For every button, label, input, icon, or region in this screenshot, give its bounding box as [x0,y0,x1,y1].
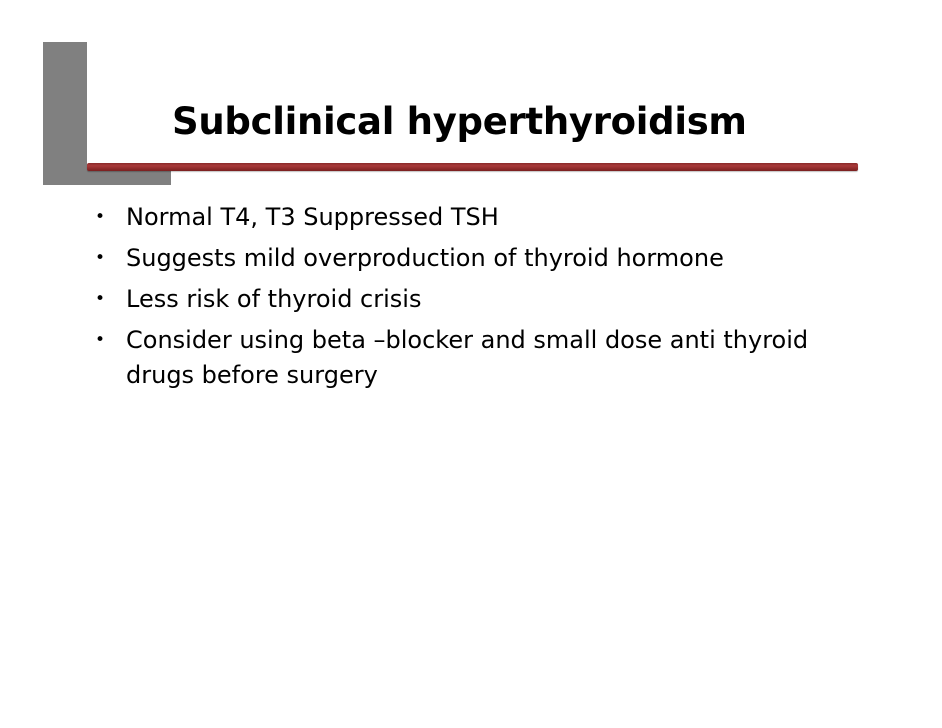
bullet-icon: • [95,289,106,309]
bullet-icon: • [95,207,106,227]
accent-vertical-bar [43,42,87,185]
bullet-text: Less risk of thyroid crisis [126,285,422,313]
slide-title: Subclinical hyperthyroidism [172,100,747,143]
bullet-text: Suggests mild overproduction of thyroid hormone [126,244,724,272]
bullet-icon: • [95,248,106,268]
bullet-item [95,241,855,276]
bullet-item [95,323,855,393]
bullet-list [95,200,855,399]
bullet-text: Normal T4, T3 Suppressed TSH [126,203,499,231]
bullet-icon: • [95,330,106,350]
title-underline-rule [87,163,858,171]
bullet-text: Consider using beta –blocker and small dose anti thyroid drugs before surgery [126,326,809,389]
bullet-item [95,282,855,317]
bullet-item [95,200,855,235]
